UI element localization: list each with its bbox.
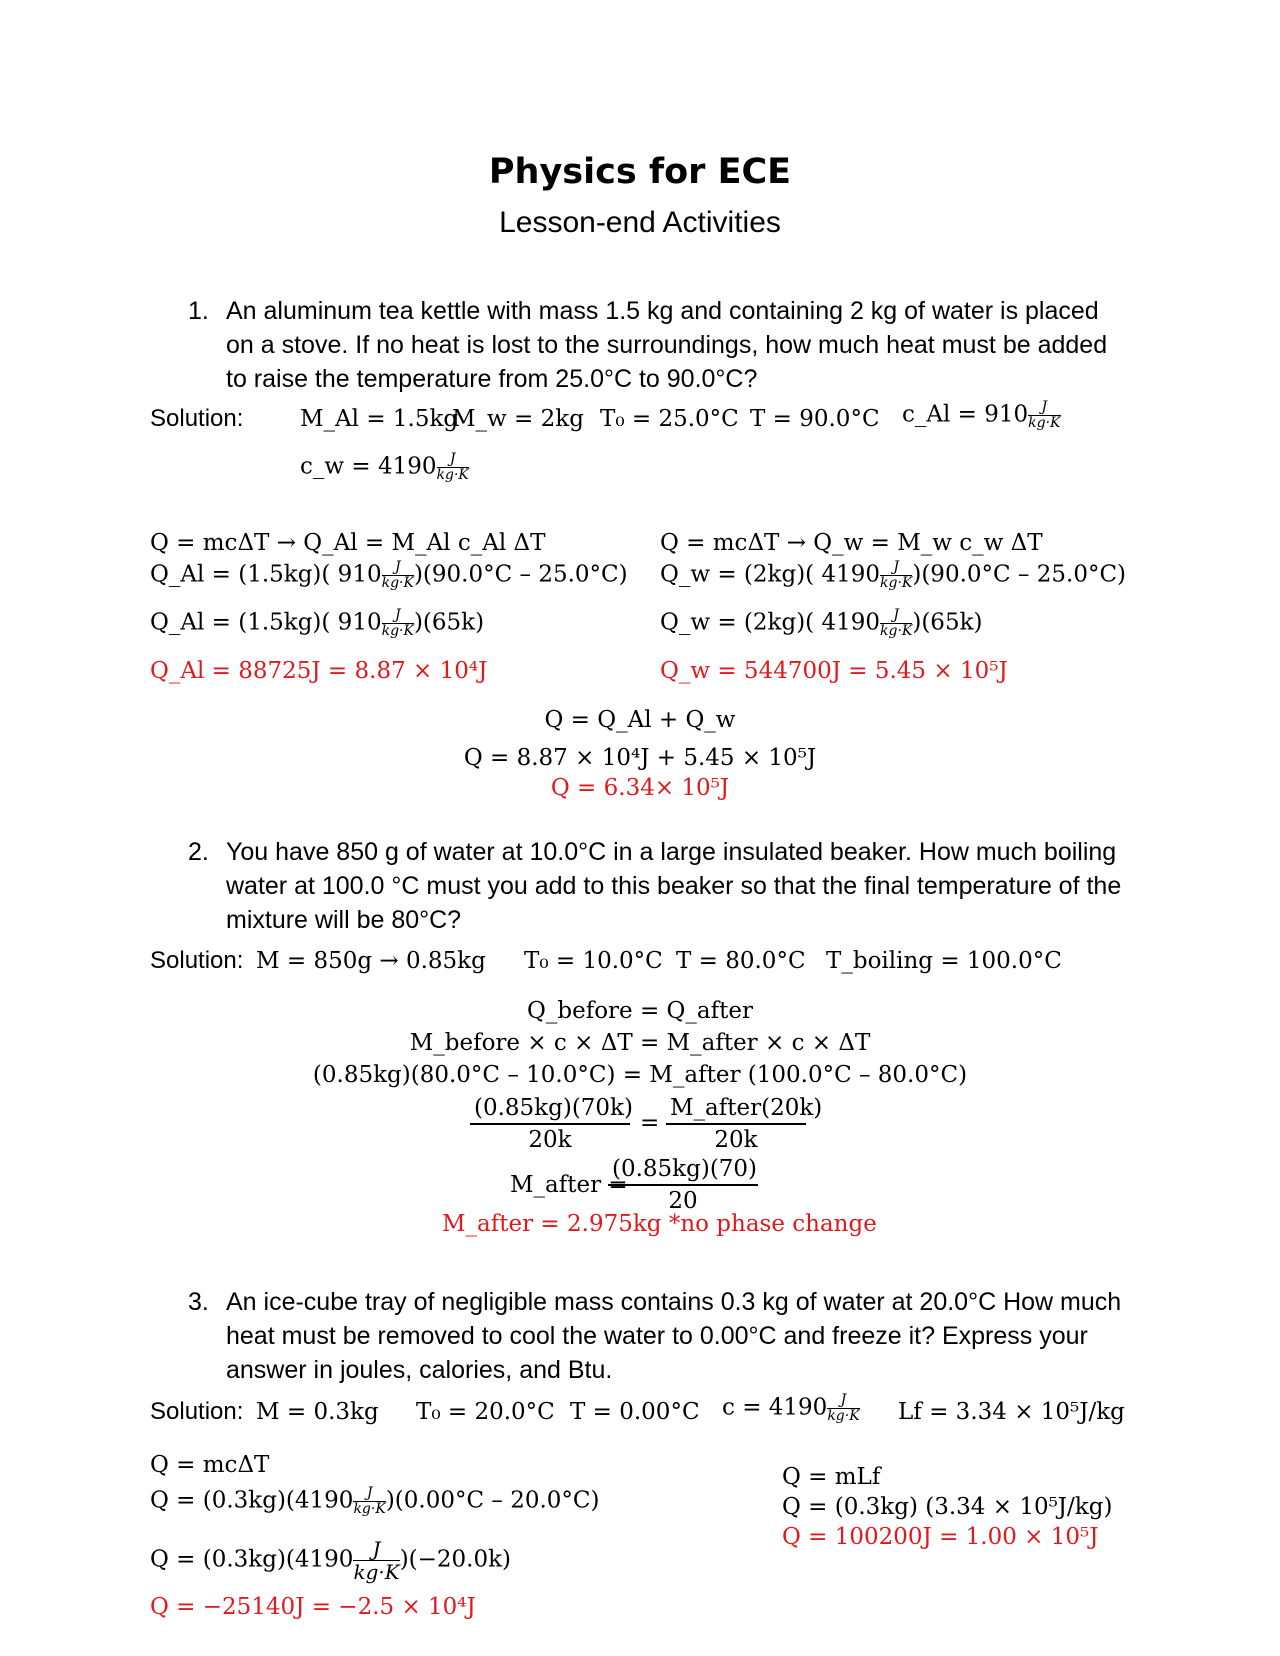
question-line: An aluminum tea kettle with mass 1.5 kg and containing 2 kg of water is placed <box>226 297 1099 325</box>
p1-left-simplify-b: )(65k) <box>413 609 485 636</box>
unit-num: J <box>880 560 912 576</box>
p2-fraction-right <box>666 1093 823 1155</box>
question-line: to raise the temperature from 25.0°C to 90.0°C? <box>226 365 758 393</box>
p2-mafter-fraction <box>608 1154 758 1216</box>
p2-fraction-left <box>470 1093 633 1155</box>
p1-left-sub-a: Q_Al = (1.5kg)( 910 <box>150 561 382 588</box>
given-c <box>722 1393 860 1424</box>
unit-num: J <box>382 560 414 576</box>
given-mass: M = 0.3kg <box>256 1399 379 1425</box>
unit-den: kg·K <box>827 1408 860 1424</box>
unit-den: kg·K <box>880 575 913 591</box>
given-t0: T₀ = 25.0°C <box>600 406 739 432</box>
unit-fraction <box>382 560 414 591</box>
p3-left-sub-a: Q = (0.3kg)(4190 <box>150 1487 354 1514</box>
fraction-denominator: 20k <box>528 1127 572 1153</box>
unit-den: kg·K <box>436 467 469 483</box>
unit-den: kg·K <box>880 623 913 639</box>
unit-num: J <box>382 608 414 624</box>
p1-right-sub-a: Q_w = (2kg)( 4190 <box>660 561 880 588</box>
given-mass-w: M_w = 2kg <box>452 406 584 432</box>
p3-left-simplify-a: Q = (0.3kg)(4190 <box>150 1546 354 1573</box>
p1-right-result: Q_w = 544700J = 5.45 × 10⁵J <box>660 658 1008 684</box>
p1-total-sub: Q = 8.87 × 10⁴J + 5.45 × 10⁵J <box>463 745 817 771</box>
given-t: T = 0.00°C <box>570 1399 700 1425</box>
problem-3-question <box>226 1285 1126 1387</box>
problem-3-solution-label: Solution: <box>150 1398 244 1425</box>
fraction-denominator: 20 <box>668 1188 698 1214</box>
unit-den: kg·K <box>1028 415 1061 431</box>
p3-left-result: Q = −25140J = −2.5 × 10⁴J <box>150 1594 476 1620</box>
p1-left-formula: Q = mcΔT → Q_Al = M_Al c_Al ΔT <box>150 530 546 556</box>
problem-2-number: 2. <box>188 838 209 866</box>
p2-mafter-label: M_after = <box>510 1172 628 1198</box>
given-c-w-value: c_w = 4190 <box>300 453 437 480</box>
problem-3-number: 3. <box>188 1288 209 1316</box>
given-lf: Lf = 3.34 × 10⁵J/kg <box>898 1399 1125 1425</box>
given-t: T = 90.0°C <box>750 406 880 432</box>
p1-left-sub <box>150 560 628 591</box>
page-title: Physics for ECE <box>488 152 792 192</box>
unit-den: kg·K <box>381 575 414 591</box>
problem-1-number: 1. <box>188 297 209 325</box>
p1-left-sub-b: )(90.0°C – 25.0°C) <box>413 561 628 588</box>
p1-right-sub <box>660 560 1126 591</box>
question-line: You have 850 g of water at 10.0°C in a large insulated beaker. How much boiling <box>226 838 1117 866</box>
p3-right-sub: Q = (0.3kg) (3.34 × 10⁵J/kg) <box>782 1494 1113 1520</box>
equals-sign: = <box>640 1110 660 1136</box>
unit-fraction <box>1028 400 1060 431</box>
question-line: water at 100.0 °C must you add to this beaker so that the final temperature of the <box>226 872 1122 900</box>
question-line: on a stove. If no heat is lost to the surroundings, how much heat must be added <box>226 331 1108 359</box>
p1-total-formula: Q = Q_Al + Q_w <box>544 707 736 733</box>
unit-fraction <box>880 560 912 591</box>
unit-fraction <box>827 1393 859 1424</box>
problem-2-question <box>226 835 1126 937</box>
unit-num: J <box>437 452 469 468</box>
p3-left-sub-b: )(0.00°C – 20.0°C) <box>385 1487 600 1514</box>
p1-total-result: Q = 6.34× 10⁵J <box>550 775 730 801</box>
given-t0: T₀ = 10.0°C <box>524 948 663 974</box>
question-line: mixture will be 80°C? <box>226 906 462 934</box>
fraction-denominator: 20k <box>714 1127 758 1153</box>
fraction-numerator: (0.85kg)(70k) <box>470 1093 630 1125</box>
problem-1-solution-label: Solution: <box>150 405 244 432</box>
p2-step-2: M_before × c × ΔT = M_after × c × ΔT <box>409 1030 871 1056</box>
unit-fraction <box>353 1538 399 1583</box>
page-subtitle: Lesson-end Activities <box>499 206 781 239</box>
unit-num: J <box>880 608 912 624</box>
given-c-al <box>902 400 1061 431</box>
unit-fraction <box>437 452 469 483</box>
p3-left-sub <box>150 1486 599 1517</box>
unit-fraction <box>353 1486 385 1517</box>
p2-step-1: Q_before = Q_after <box>527 998 753 1024</box>
given-mass: M = 850g → 0.85kg <box>256 948 486 974</box>
given-t-boiling: T_boiling = 100.0°C <box>826 948 1062 974</box>
unit-num: J <box>353 1538 399 1561</box>
p1-right-simplify <box>660 608 982 639</box>
question-line: heat must be removed to cool the water to 0.00°C and freeze it? Express your <box>226 1322 1088 1350</box>
p1-right-sub-b: )(90.0°C – 25.0°C) <box>912 561 1127 588</box>
p3-right-formula: Q = mLf <box>782 1464 881 1490</box>
given-t: T = 80.0°C <box>676 948 806 974</box>
problem-1-question <box>226 294 1126 396</box>
question-line: An ice-cube tray of negligible mass contains 0.3 kg of water at 20.0°C How much <box>226 1288 1122 1316</box>
given-t0: T₀ = 20.0°C <box>416 1399 555 1425</box>
unit-num: J <box>827 1393 859 1409</box>
given-mass-al: M_Al = 1.5kg <box>300 406 459 432</box>
p1-right-simplify-b: )(65k) <box>912 609 983 636</box>
question-line: answer in joules, calories, and Btu. <box>226 1356 613 1384</box>
p1-left-simplify <box>150 608 484 639</box>
p3-left-simplify <box>150 1538 511 1583</box>
p2-step-3: (0.85kg)(80.0°C – 10.0°C) = M_after (100.0°C – 80.0°C) <box>312 1062 968 1088</box>
unit-fraction <box>382 608 414 639</box>
p3-left-simplify-b: )(−20.0k) <box>399 1546 512 1573</box>
fraction-numerator: M_after(20k) <box>666 1093 806 1125</box>
p1-right-formula: Q = mcΔT → Q_w = M_w c_w ΔT <box>660 530 1043 556</box>
p3-left-formula: Q = mcΔT <box>150 1452 270 1478</box>
given-c-al-value: c_Al = 910 <box>902 401 1029 428</box>
unit-den: kg·K <box>353 1501 386 1517</box>
unit-num: J <box>353 1486 385 1502</box>
given-c-value: c = 4190 <box>722 1394 828 1421</box>
p3-right-result: Q = 100200J = 1.00 × 10⁵J <box>782 1524 1099 1550</box>
p1-left-result: Q_Al = 88725J = 8.87 × 10⁴J <box>150 658 488 684</box>
fraction-numerator: (0.85kg)(70) <box>608 1154 758 1186</box>
given-c-w <box>300 452 469 483</box>
unit-fraction <box>880 608 912 639</box>
unit-den: kg·K <box>381 623 414 639</box>
p1-right-simplify-a: Q_w = (2kg)( 4190 <box>660 609 880 636</box>
p2-result: M_after = 2.975kg *no phase change <box>442 1211 877 1237</box>
p1-left-simplify-a: Q_Al = (1.5kg)( 910 <box>150 609 382 636</box>
problem-2-solution-label: Solution: <box>150 947 244 974</box>
unit-num: J <box>1028 400 1060 416</box>
unit-den: kg·K <box>353 1560 400 1584</box>
